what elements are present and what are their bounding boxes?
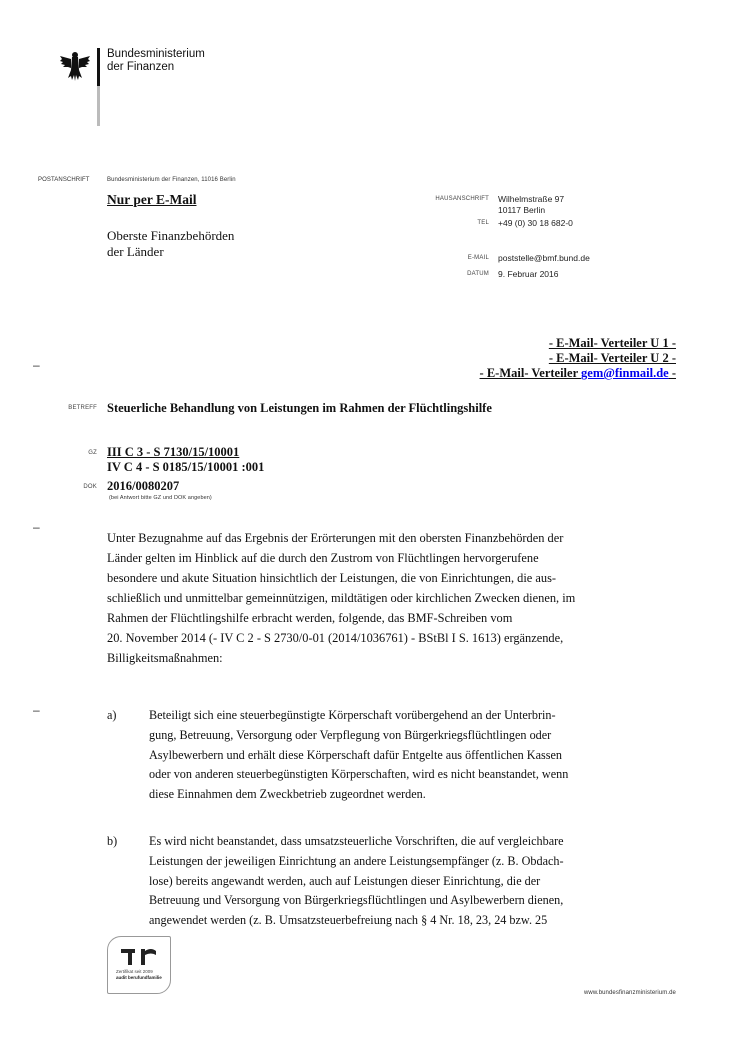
delivery-note: Nur per E-Mail	[107, 192, 197, 207]
ministry-name-line1: Bundesministerium	[107, 48, 205, 60]
date-value: 9. Februar 2016	[498, 269, 559, 279]
margin-mark: –	[33, 358, 40, 372]
distribution-line2: - E-Mail- Verteiler U 2 -	[548, 351, 676, 365]
list-item-marker: a)	[107, 708, 117, 722]
tel-label: TEL	[477, 220, 489, 226]
family-audit-certificate	[107, 936, 171, 994]
intro-line: 20. November 2014 (- IV C 2 - S 2730/0-01 (2014/1036761) - BStBl I S. 1613) ergänzende,	[107, 631, 564, 645]
certificate-line2: audit berufundfamilie	[116, 975, 162, 980]
logo-divider-gray	[97, 86, 100, 126]
subject-label: BETREFF	[68, 405, 97, 411]
reference-note: (bei Antwort bitte GZ und DOK angeben)	[109, 495, 212, 501]
ministry-name-line2: der Finanzen	[107, 61, 175, 73]
house-address-city: 10117 Berlin	[498, 205, 546, 215]
intro-line: Rahmen der Flüchtlingshilfe erbracht werden, folgende, das BMF-Schreiben vom	[107, 611, 513, 625]
gz-number-2: IV C 4 - S 0185/15/10001 :001	[107, 460, 265, 474]
certificate-line1: Zertifikat seit 2009	[116, 969, 153, 974]
list-item-line: Asylbewerbern und erhält diese Körperschaft dafür Entgelte aus öffentlichen Kassen	[149, 747, 562, 762]
certificate-logo-icon	[119, 945, 159, 967]
list-item-line: Betreuung und Versorgung von Bürgerkriegsflüchtlingen und Asylbewerbern dienen,	[149, 893, 564, 908]
subject-text: Steuerliche Behandlung von Leistungen im Rahmen der Flüchtlingshilfe	[107, 401, 492, 415]
email-value: poststelle@bmf.bund.de	[498, 253, 590, 263]
footer-website: www.bundesfinanzministerium.de	[583, 990, 676, 996]
list-item-line: gung, Betreuung, Versorgung oder Verpflegung von Bürgerkriegsflüchtlingen oder	[149, 727, 552, 742]
list-item	[149, 832, 689, 931]
margin-mark: –	[33, 703, 40, 717]
recipient-line2: der Länder	[107, 244, 164, 259]
gz-label: GZ	[88, 450, 97, 456]
distribution-line3-prefix: - E-Mail- Verteiler	[479, 366, 582, 380]
intro-line: Unter Bezugnahme auf das Ergebnis der Erörterungen mit den obersten Finanzbehörden der	[107, 531, 564, 545]
distribution-email-link[interactable]: gem@finmail.de	[581, 366, 669, 380]
federal-eagle-icon	[59, 50, 91, 84]
dok-number: 2016/0080207	[107, 479, 180, 493]
distribution-line1: - E-Mail- Verteiler U 1 -	[548, 336, 676, 350]
list-item-line: oder von anderen steuerbegünstigten Körperschaften, wird es nicht beanstandet, wenn	[149, 767, 569, 782]
list-item-line: angewendet werden (z. B. Umsatzsteuerbefreiung nach § 4 Nr. 18, 23, 24 bzw. 25	[149, 913, 548, 928]
dok-label: DOK	[83, 484, 97, 490]
intro-line: schließlich und unmittelbar gemeinnützigen, mildtätigen oder kirchlichen Zwecken dienen, im	[107, 591, 576, 605]
house-address-street: Wilhelmstraße 97	[498, 194, 565, 204]
intro-line: besondere und akute Situation hinsichtlich der Leistungen, die von Einrichtungen, die aus-	[107, 571, 557, 585]
email-label: E-MAIL	[467, 255, 489, 261]
list-item-line: Beteiligt sich eine steuerbegünstigte Körperschaft vorübergehend an der Unterbrin-	[149, 708, 556, 722]
list-item-marker: b)	[107, 834, 118, 848]
house-address-label: HAUSANSCHRIFT	[435, 196, 489, 202]
intro-line: Billigkeitsmaßnahmen:	[107, 651, 223, 665]
date-label: DATUM	[467, 271, 489, 277]
list-item-line: Es wird nicht beanstandet, dass umsatzsteuerliche Vorschriften, die auf vergleichbare	[149, 834, 564, 848]
list-item-line: lose) bereits angewandt werden, auch auf Leistungen dieser Einrichtung, die der	[149, 873, 541, 888]
gz-number-1: III C 3 - S 7130/15/10001	[107, 445, 240, 459]
list-item-line: Leistungen der jeweiligen Einrichtung an andere Leistungsempfänger (z. B. Obdach-	[149, 853, 564, 868]
list-item	[149, 706, 689, 805]
intro-line: Länder gelten im Hinblick auf die durch den Zustrom von Flüchtlingen hervorgerufene	[107, 551, 539, 565]
postal-address: Bundesministerium der Finanzen, 11016 Berlin	[107, 177, 236, 183]
tel-value: +49 (0) 30 18 682-0	[498, 218, 573, 228]
margin-mark: –	[33, 520, 40, 534]
intro-paragraph	[107, 528, 687, 668]
distribution-line3	[480, 366, 676, 381]
postal-label: POSTANSCHRIFT	[38, 177, 90, 183]
list-item-line: diese Einnahmen dem Zweckbetrieb zugeordnet werden.	[149, 787, 426, 802]
logo-divider-black	[97, 48, 100, 86]
distribution-line3-suffix: -	[668, 366, 676, 380]
ministry-name	[107, 48, 205, 74]
recipient-line1: Oberste Finanzbehörden	[107, 228, 235, 243]
